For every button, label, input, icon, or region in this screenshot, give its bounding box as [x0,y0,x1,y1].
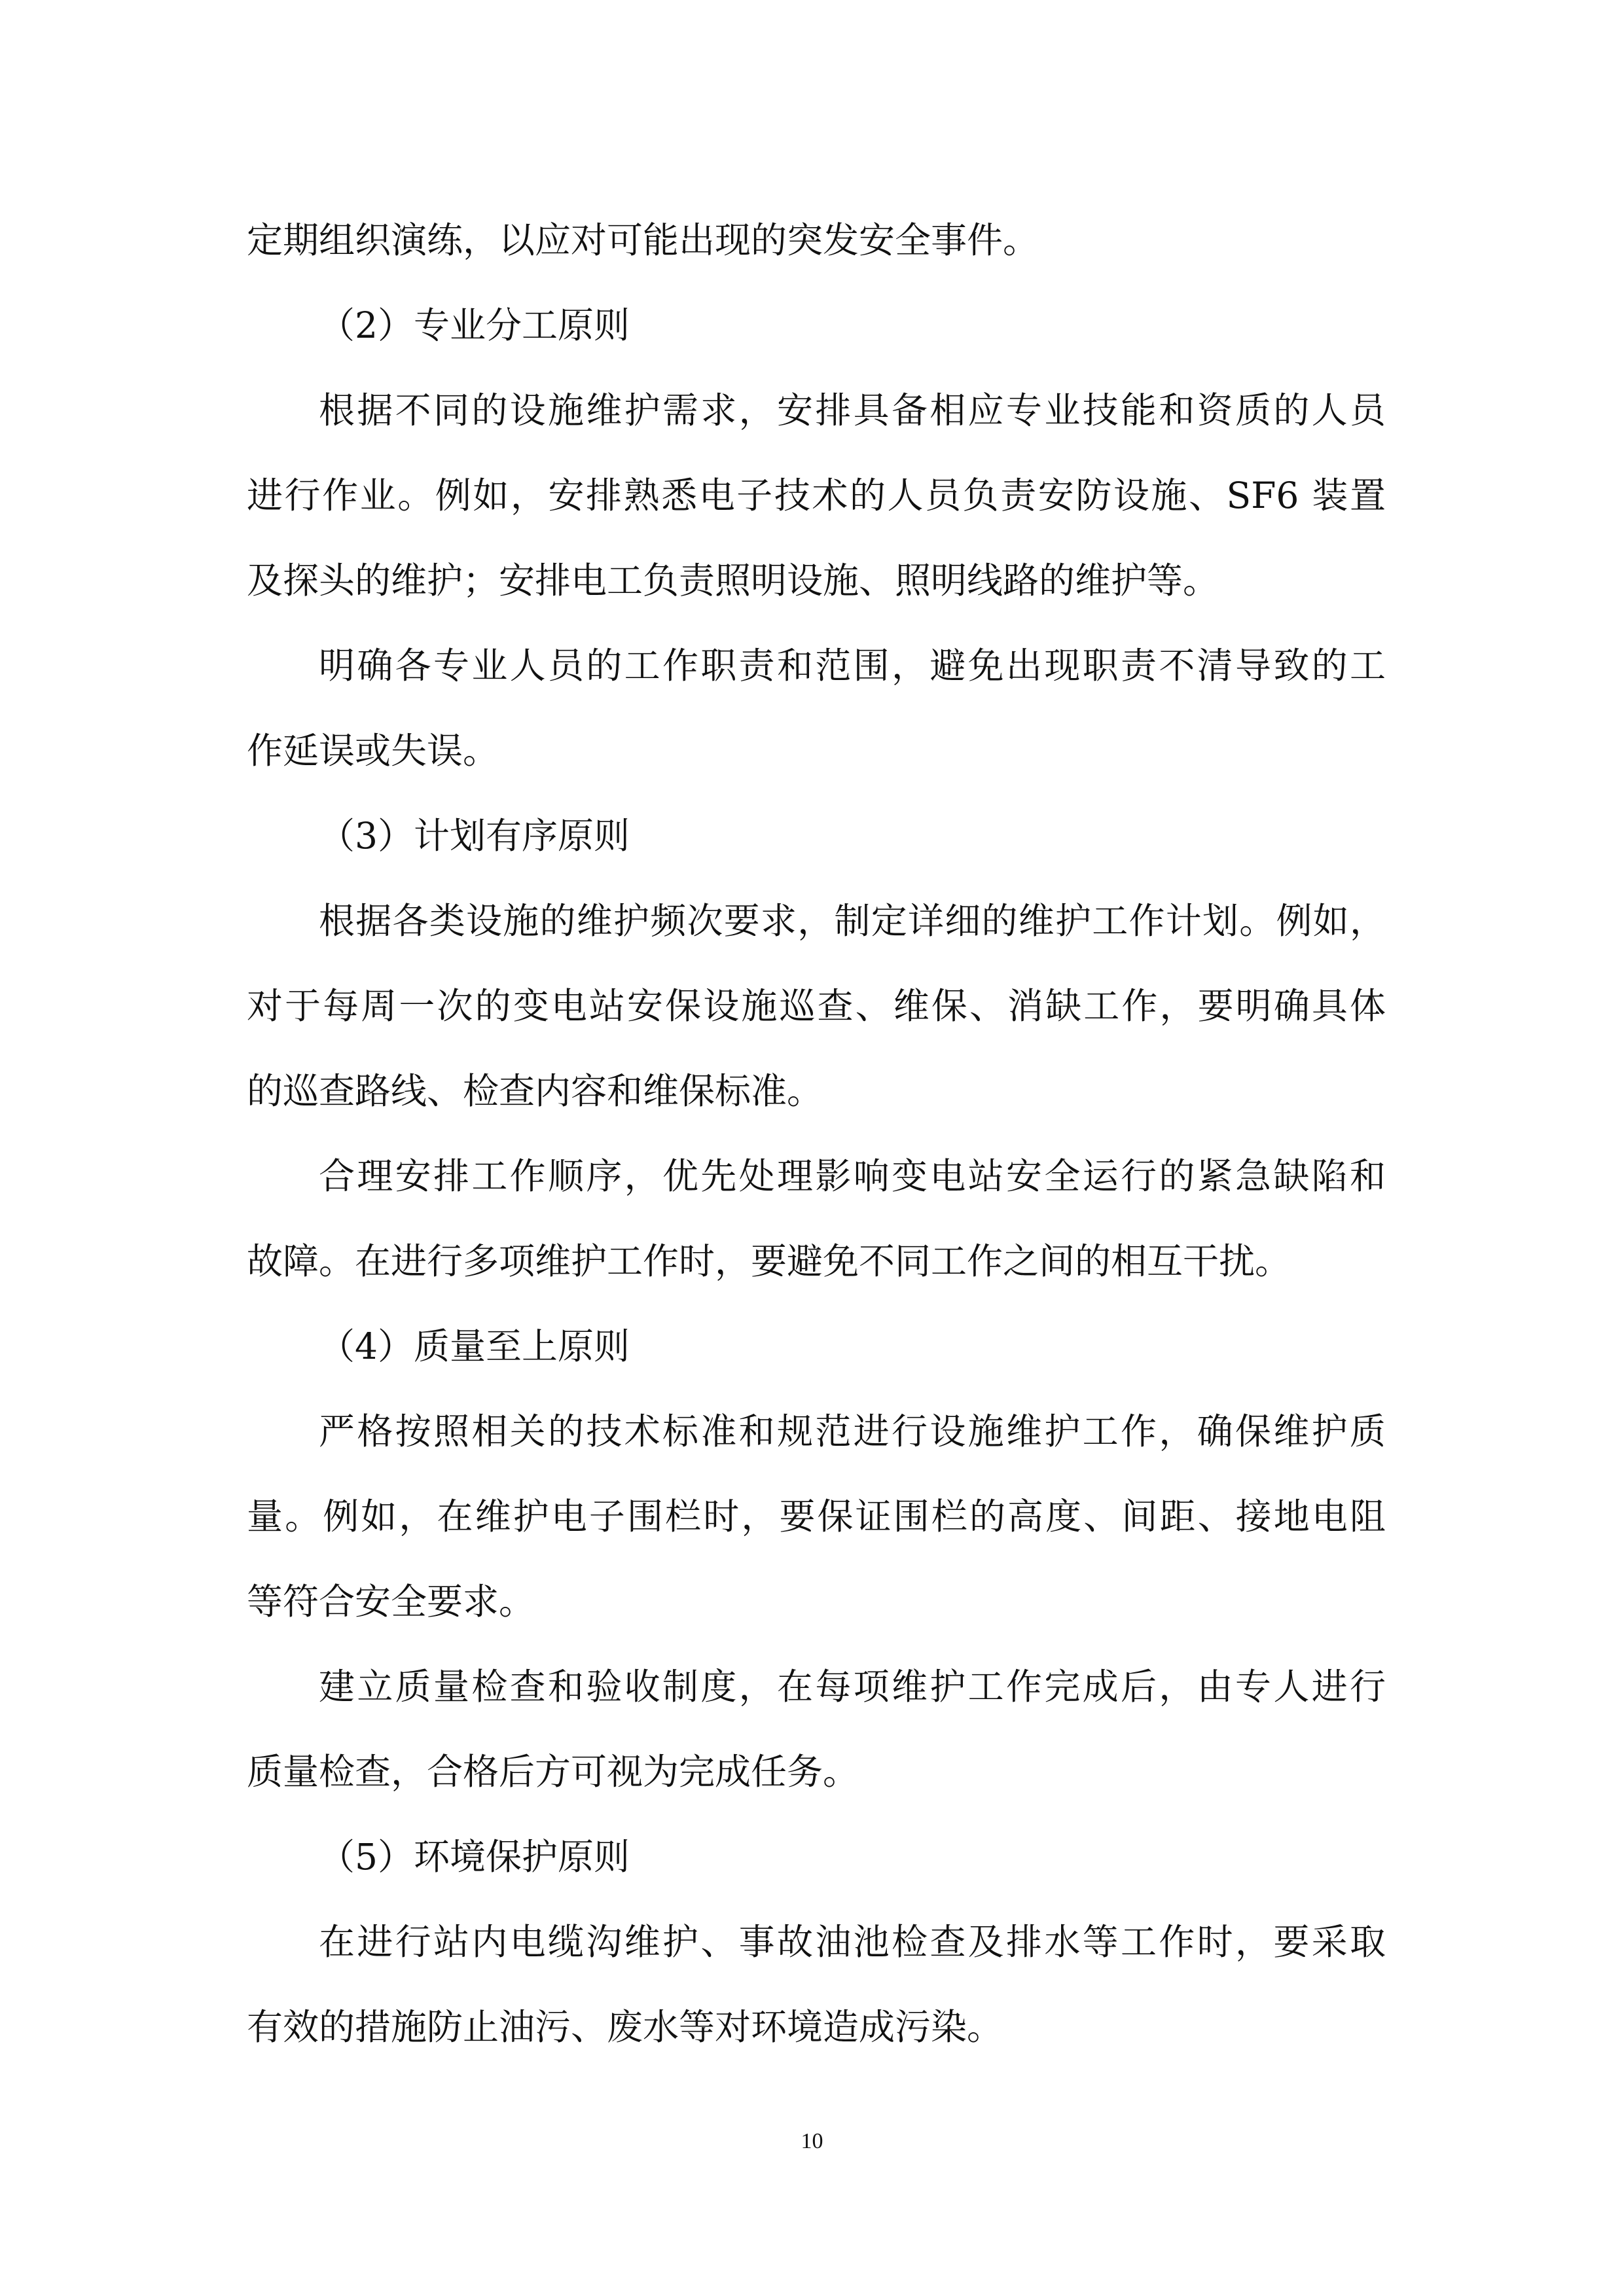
text-line: 质量检查，合格后方可视为完成任务。 [247,1751,859,1793]
text-line: 明确各专业人员的工作职责和范围，避免出现职责不清导致的工 [319,645,1386,687]
text-line: 根据各类设施的维护频次要求，制定详细的维护工作计划。例如， [319,900,1386,942]
section-heading-5: （5）环境保护原则 [319,1836,630,1878]
section-heading-2: （2）专业分工原则 [319,304,630,346]
text-line: 有效的措施防止油污、废水等对环境造成污染。 [247,2006,1003,2048]
text-line: 合理安排工作顺序，优先处理影响变电站安全运行的紧急缺陷和 [319,1155,1386,1197]
text-line: 的巡查路线、检查内容和维保标准。 [247,1070,823,1112]
text-line: 在进行站内电缆沟维护、事故油池检查及排水等工作时，要采取 [319,1921,1386,1963]
section-heading-3: （3）计划有序原则 [319,815,630,857]
text-line: 对于每周一次的变电站安保设施巡查、维保、消缺工作，要明确具体 [247,985,1386,1027]
text-line: 进行作业。例如，安排熟悉电子技术的人员负责安防设施、SF6 装置 [247,475,1386,516]
text-line: 根据不同的设施维护需求，安排具备相应专业技能和资质的人员 [319,389,1386,431]
section-heading-4: （4）质量至上原则 [319,1325,630,1367]
text-line: 定期组织演练，以应对可能出现的突发安全事件。 [247,219,1039,261]
text-line: 建立质量检查和验收制度，在每项维护工作完成后，由专人进行 [319,1666,1386,1708]
page-number: 10 [801,2129,823,2153]
text-line: 作延误或失误。 [247,730,499,772]
text-line: 严格按照相关的技术标准和规范进行设施维护工作，确保维护质 [319,1410,1386,1452]
text-line: 及探头的维护；安排电工负责照明设施、照明线路的维护等。 [247,560,1219,601]
text-line: 等符合安全要求。 [247,1581,535,1623]
text-line: 故障。在进行多项维护工作时，要避免不同工作之间的相互干扰。 [247,1240,1291,1282]
text-line: 量。例如，在维护电子围栏时，要保证围栏的高度、间距、接地电阻 [247,1496,1386,1537]
